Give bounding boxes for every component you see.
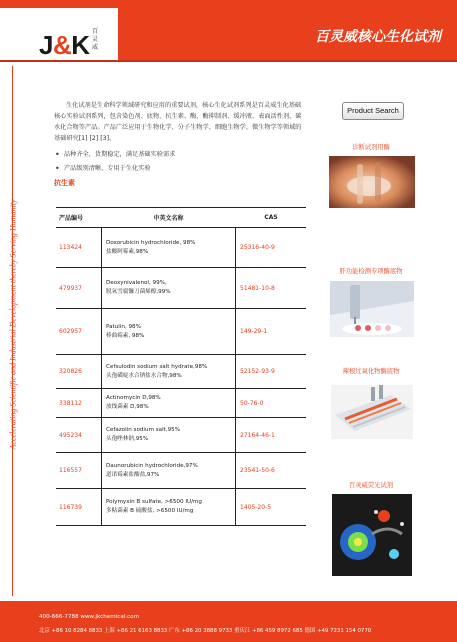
header-name: 中英文名称 (153, 215, 184, 222)
product-name-en: Doxorubicin hydrochloride, 98% (106, 239, 196, 246)
product-name-cn: 道诺霉素盐酸盐,97% (106, 471, 160, 478)
section-title: 抗生素 (54, 179, 75, 187)
product-name (101, 389, 236, 417)
product-id[interactable]: 113424 (59, 244, 82, 251)
product-id[interactable]: 116739 (59, 503, 82, 511)
test-tube-photo (329, 156, 415, 208)
product-name (101, 228, 236, 267)
logo[interactable] (0, 8, 118, 60)
table-row[interactable] (56, 389, 306, 418)
product-name-cn: 棒曲霉素, 98% (106, 332, 145, 339)
product-name-cn: 盐酸阿霉素,98% (106, 248, 149, 255)
cas-number[interactable]: 23541-50-6 (240, 467, 275, 474)
top-band (0, 0, 457, 8)
logo-ampersand: & (52, 30, 72, 60)
table-row[interactable] (56, 355, 306, 389)
table-row[interactable] (56, 268, 306, 309)
table-row[interactable] (56, 228, 306, 268)
product-id[interactable]: 495234 (59, 431, 82, 439)
product-id[interactable]: 602957 (59, 328, 82, 335)
cas-number[interactable]: 25316-40-9 (240, 244, 275, 251)
logo-cn-char-3: 威 (92, 44, 99, 51)
microplate-image-icon (331, 385, 413, 439)
product-name (101, 309, 236, 354)
product-label-fluorescent-reagents[interactable]: 百灵威荧光试剂 (348, 482, 394, 489)
product-name-en: Cefsulodin sodium salt hydrate,98% (106, 363, 208, 370)
intro-paragraph: 生化试剂是生命科学领域研究和应用的重要试剂，核心生化试剂系列是百灵威生化基础核心实验试剂系列，包含染色剂、底物、抗生素、酶、酶抑制剂、缓冲液、表面活性剂、碳水化合物等产品。产品广泛应用于生物化学、分子生物学、细胞生物学、微生物学等领域的基础研究[1] [2] [3]。 (54, 102, 302, 142)
pipette-image-icon (330, 281, 414, 337)
product-name (101, 418, 236, 452)
product-name (101, 355, 236, 388)
product-name-en: Daunorubicin hydrochloride,97% (106, 462, 198, 469)
product-name-cn: 脱氧雪腐镰刀菌烯醇,99% (106, 289, 171, 295)
bullet-text: 品种齐全，货期稳定，满足基础实验需求 (64, 151, 176, 158)
product-name-cn: 多粘菌素 B 硫酸盐, >6500 IU/mg (106, 508, 194, 514)
side-slogan: Accelerating Scientific and Industrial Development thereby Serving Humanity (8, 199, 18, 450)
product-label-hrp-substrate[interactable]: 辣根过氧化物酶底物 (342, 368, 400, 375)
product-name-en: Polymyxin B sulfate, >6500 IU/mg (106, 499, 202, 505)
cas-number[interactable]: 1405-20-5 (240, 503, 272, 511)
product-name-cn: 头孢唑林钠,95% (106, 436, 149, 442)
bullet-item (54, 164, 304, 174)
product-name-en: Patulin, 98% (106, 323, 141, 330)
footer-offices: 北京 +86 10 8284 8833 上海 +86 21 6163 8833 广东 +86 20 3888 9733 重庆江 +86 459 8972 685 德国 +49 7231 154 0770 (39, 628, 372, 634)
microplate-photo (331, 385, 413, 439)
logo-wordmark (39, 30, 90, 61)
fluorescent-cell-image-icon (332, 494, 412, 576)
logo-cn-char-1: 百 (92, 28, 99, 35)
bullet-item (54, 150, 304, 160)
table-row[interactable] (56, 489, 306, 525)
header-product-id: 产品编号 (59, 215, 84, 222)
main-content (54, 100, 304, 188)
pipette-photo (330, 281, 414, 337)
product-name (101, 489, 236, 525)
product-table (56, 207, 306, 526)
cas-number[interactable]: 52152-93-9 (240, 368, 275, 375)
table-row[interactable] (56, 418, 306, 453)
product-id[interactable]: 479937 (59, 284, 82, 292)
bullet-icon: • (55, 164, 60, 173)
product-name-en: Actinomycin D,98% (106, 395, 161, 401)
product-name-cn: 放线菌素 D,98% (106, 404, 149, 410)
product-name (101, 453, 236, 488)
logo-chinese (92, 28, 106, 52)
logo-cn-char-2: 灵 (92, 36, 99, 43)
footer-bar (0, 601, 457, 642)
cas-number[interactable]: 27164-46-1 (240, 431, 275, 439)
fluorescent-cell-photo (332, 494, 412, 576)
table-row[interactable] (56, 309, 306, 355)
cas-number[interactable]: 149-29-1 (240, 328, 268, 335)
cas-number[interactable]: 50-76-0 (240, 399, 264, 407)
product-name (101, 268, 236, 308)
product-id[interactable]: 338112 (59, 399, 82, 407)
footer-contact[interactable]: 400-666-7788 www.jkchemical.com (39, 614, 140, 620)
product-id[interactable]: 116557 (59, 467, 82, 474)
table-row[interactable] (56, 453, 306, 489)
product-name-cn: 头孢磺啶水合钠盐水合物,98% (106, 372, 182, 379)
bullet-icon: • (55, 150, 60, 159)
product-name-en: Deoxynivalenol, 99%, (106, 280, 167, 286)
table-header (56, 208, 306, 228)
product-label-liver-substrate[interactable]: 肝功能检测专项酶底物 (339, 268, 403, 275)
bullet-list (54, 150, 304, 174)
bullet-text: 产品级别清晰，专用于生化实验 (64, 165, 151, 172)
product-id[interactable]: 320826 (59, 368, 82, 375)
page-title: 百灵威核心生化试剂 (315, 29, 441, 45)
test-tube-image-icon (329, 156, 415, 208)
header-cas: CAS (264, 214, 278, 221)
product-name-en: Cefazolin sodium salt,95% (106, 427, 181, 433)
product-label-diagnostic-enzymes[interactable]: 诊断试剂用酶 (352, 144, 390, 151)
cas-number[interactable]: 51481-10-8 (240, 284, 275, 292)
logo-text: J&K (39, 30, 90, 60)
product-search-button[interactable]: Product Search (342, 102, 404, 120)
